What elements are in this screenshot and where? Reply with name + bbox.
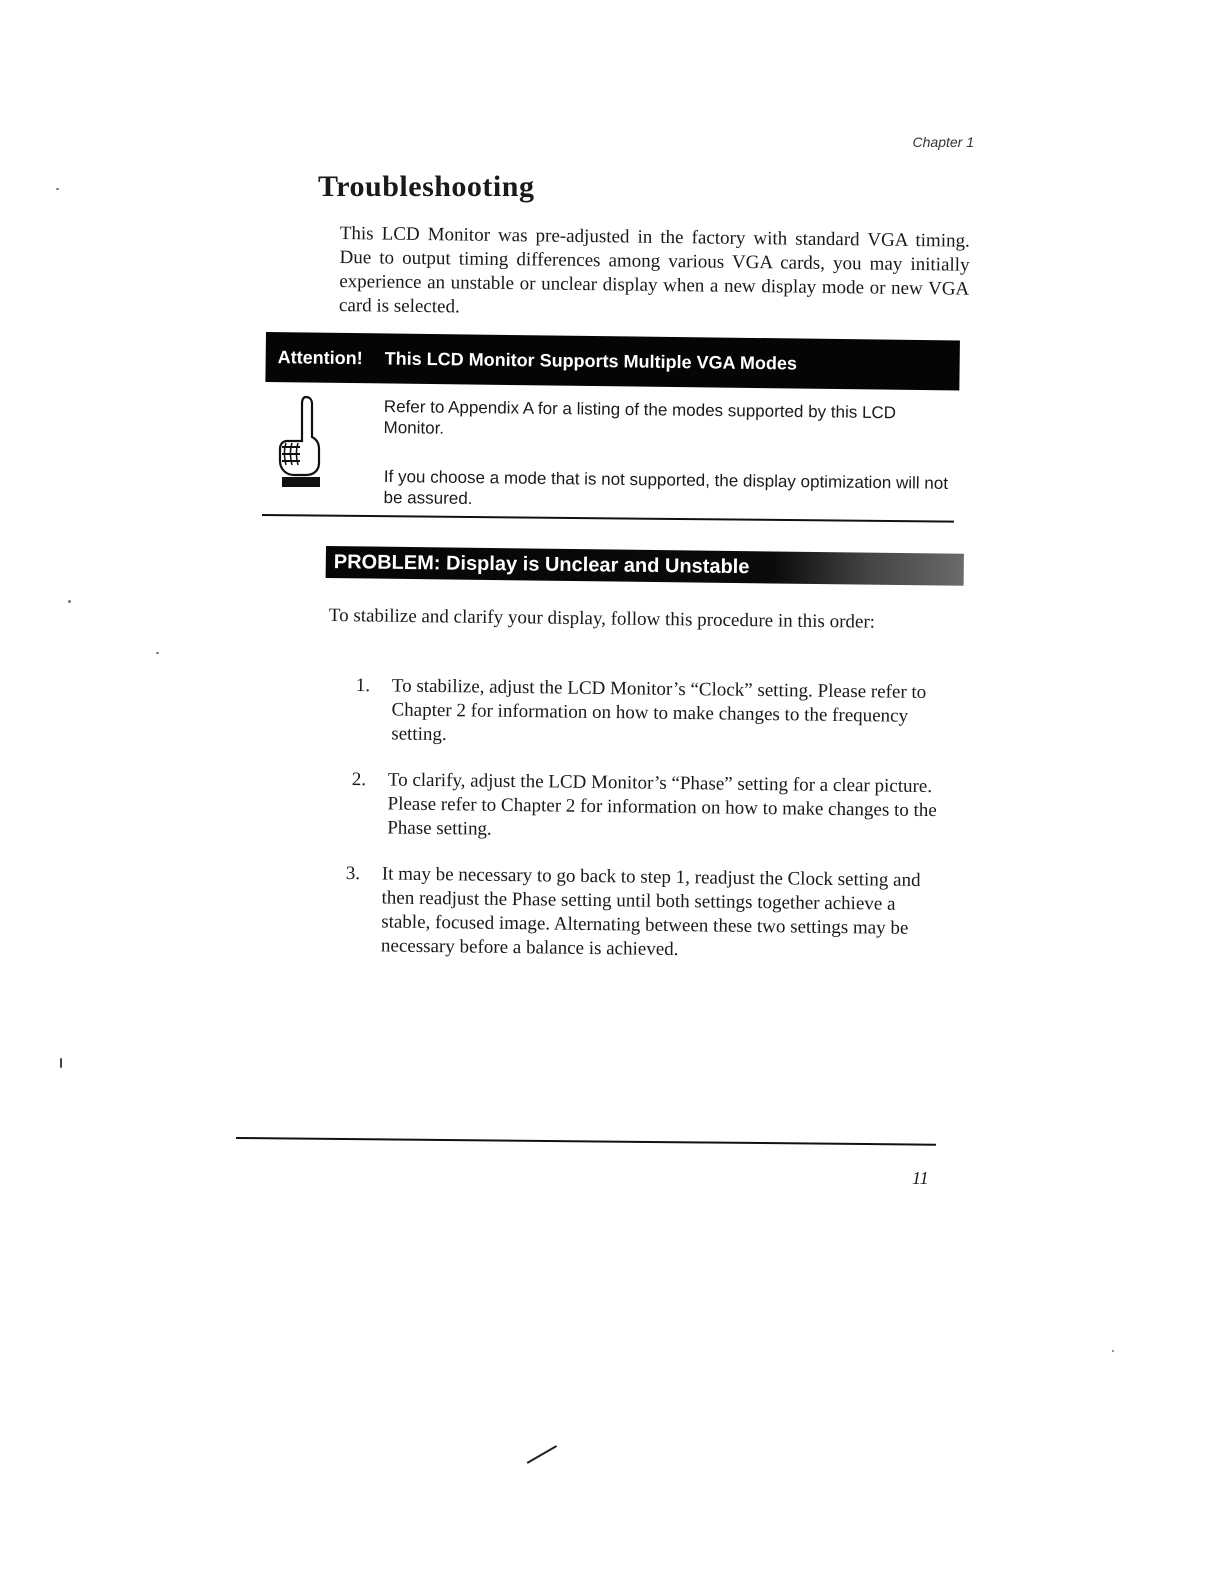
page-number: 11 — [912, 1168, 929, 1188]
attention-banner — [265, 332, 960, 390]
scan-speck — [1112, 1350, 1114, 1352]
scan-speck — [60, 1058, 62, 1068]
list-item — [345, 862, 931, 965]
chapter-label: Chapter 1 — [912, 134, 974, 150]
scan-speck — [56, 188, 59, 190]
scan-stroke — [527, 1445, 557, 1463]
scan-speck — [68, 600, 71, 603]
step-number: 1. — [355, 674, 371, 697]
intro-paragraph: This LCD Monitor was pre-adjusted in the factory with standard VGA timing. Due to output timing differences among various VGA cards, you may initially experience an unstable or unclear display when a new display mode or new VGA card is selected. — [338, 222, 970, 318]
footer-divider — [236, 1137, 936, 1146]
attention-note: Refer to Appendix A for a listing of the modes supported by this LCD Monitor. — [383, 396, 897, 438]
pointing-hand-icon — [272, 393, 328, 489]
page-title: Troubleshooting — [318, 170, 535, 203]
attention-label: Attention! — [277, 346, 363, 368]
attention-heading: This LCD Monitor Supports Multiple VGA Modes — [384, 347, 798, 373]
step-number: 2. — [351, 768, 367, 791]
procedure-intro: To stabilize and clarify your display, follow this procedure in this order: — [328, 604, 876, 633]
attention-note: If you choose a mode that is not supported, the display optimization will not be assured. — [383, 466, 949, 509]
scan-speck — [156, 652, 159, 654]
problem-heading: PROBLEM: Display is Unclear and Unstable — [333, 550, 750, 578]
list-item — [351, 768, 952, 847]
list-item — [355, 674, 956, 753]
step-text: To stabilize, adjust the LCD Monitor’s “Clock” setting. Please refer to Chapter 2 for information on how to make changes to the frequency setting. — [391, 675, 927, 746]
step-text: To clarify, adjust the LCD Monitor’s “Phase” setting for a clear picture. Please refer to Chapter 2 for information on how to make changes to the Phase setting. — [387, 769, 937, 840]
section-divider — [262, 514, 954, 523]
problem-banner — [326, 546, 964, 586]
step-number: 3. — [345, 862, 361, 885]
step-text: It may be necessary to go back to step 1, readjust the Clock setting and then readjust the Phase setting until both settings together achieve a stable, focused image. Alternating between these two settings may be necessary before a balance is achieved. — [380, 863, 921, 961]
